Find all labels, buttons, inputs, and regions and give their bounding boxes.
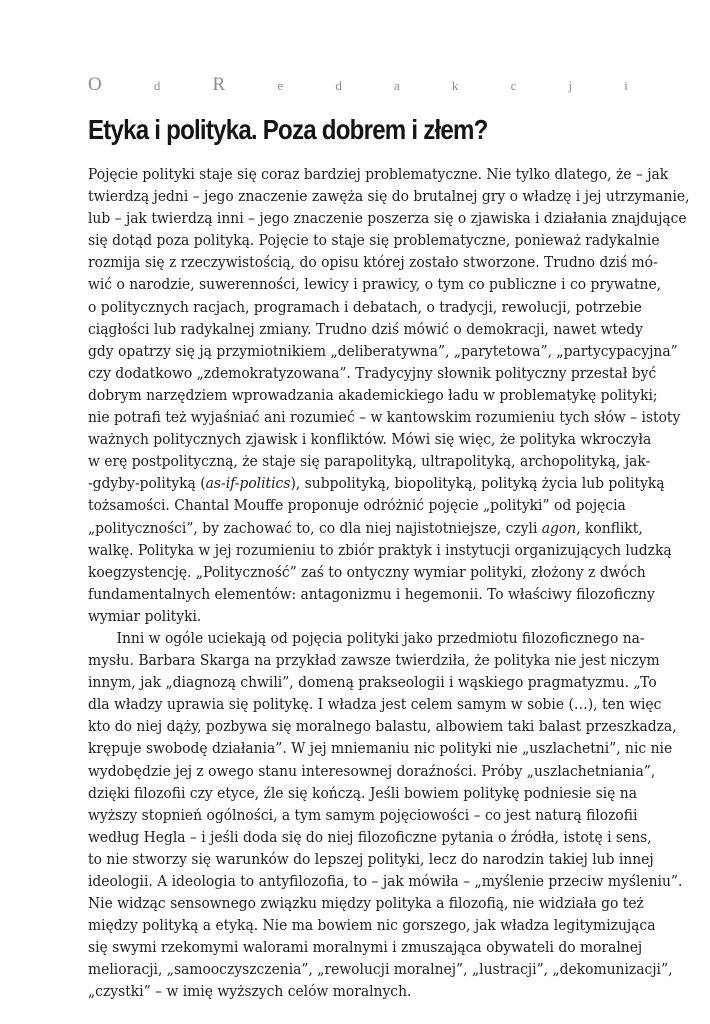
- text-line: innym, jak „diagnozą chwili”, domeną prakseologii i wąskiego pragmatyzmu. „To: [88, 674, 657, 692]
- text-line: [88, 473, 665, 495]
- text-line: o politycznych racjach, programach i debatach, o tradycji, rewolucji, potrzebie: [88, 298, 642, 316]
- running-head-letter: c: [510, 78, 517, 93]
- running-head: [88, 74, 628, 94]
- running-head-letter: O: [88, 74, 102, 95]
- text-line: Nie widząc sensownego związku między polityka a filozofią, nie widziała go też: [88, 895, 644, 913]
- article-body: [88, 164, 690, 1004]
- running-head-letter: R: [212, 74, 226, 95]
- text-line: tożsamości. Chantal Mouffe proponuje odróżnić pojęcie „polityki” od pojęcia: [88, 497, 626, 515]
- text-line: dzięki filozofii czy etyce, źle się kończą. Jeśli bowiem politykę podniesie się na: [88, 784, 637, 802]
- text-line: fundamentalnych elementów: antagonizmu i hegemonii. To właściwy filozoficzny: [88, 585, 655, 603]
- text-line: Pojęcie polityki staje się coraz bardziej problematyczne. Nie tylko dlatego, że – jak: [88, 166, 669, 183]
- text-line: melioracji, „samooczyszczenia”, „rewolucji moralnej”, „lustracji”, „dekomunizacji”,: [88, 961, 673, 979]
- text-line: to nie stworzy się warunków do lepszej polityki, lecz do narodzin takiej lub innej: [88, 850, 654, 868]
- italic-term: as-if-politics: [205, 475, 291, 493]
- text-line: walkę. Polityka w jej rozumieniu to zbiór praktyk i instytucji organizujących ludzką: [88, 541, 672, 559]
- text-line: między polityką a etyką. Nie ma bowiem nic gorszego, jak władza legitymizująca: [88, 917, 656, 935]
- text-line: dla władzy uprawia się politykę. I władza jest celem samym w sobie (…), ten więc: [88, 696, 662, 714]
- text-line: kto do niej dąży, pozbywa się moralnego balastu, albowiem taki balast przeszkadza,: [88, 718, 677, 736]
- text-run: -gdyby-polityką (: [88, 475, 206, 493]
- text-line: twierdzą jedni – jego znaczenie zawęża się do brutalnej gry o władzę i jej utrzymanie,: [88, 188, 690, 206]
- text-run: „polityczności”, by zachować to, co dla niej najistotniejsze, czyli: [88, 519, 542, 537]
- text-line: „czystki” – w imię wyższych celów moralnych.: [88, 983, 412, 1001]
- article-title: Etyka i polityka. Poza dobrem i złem?: [88, 114, 488, 145]
- text-line: według Hegla – i jeśli doda się do niej filozoficzne pytania o źródła, istotę i sens,: [88, 828, 652, 846]
- text-line: się swymi rzekomymi walorami moralnymi i zmuszająca obywateli do moralnej: [88, 939, 643, 957]
- text-line: krępuje swobodę działania”. W jej mniemaniu nic polityki nie „uszlachetni”, nic nie: [88, 740, 673, 758]
- running-head-letter: e: [277, 78, 284, 93]
- text-line: rozmija się z rzeczywistością, do opisu której zostało stworzone. Trudno dziś mó-: [88, 254, 658, 272]
- text-line: lub – jak twierdzą inni – jego znaczenie poszerza się o zjawiska i działania znajdujące: [88, 210, 687, 228]
- text-line: ważnych politycznych zjawisk i konfliktów. Mówi się więc, że polityka wkroczyła: [88, 431, 652, 449]
- text-run: , konflikt,: [576, 519, 643, 537]
- italic-term: agon: [541, 519, 577, 537]
- text-line: Inni w ogóle uciekają od pojęcia polityki jako przedmiotu filozoficznego na-: [116, 629, 645, 647]
- text-line: wyższy stopnień ogólności, a tym samym pojęciowości – co jest naturą filozofii: [88, 806, 638, 824]
- running-head-letter: i: [624, 78, 628, 93]
- text-run: ), subpolityką, biopolityką, polityką życia lub polityką: [290, 475, 665, 493]
- text-line: koegzystencję. „Polityczność” zaś to ontyczny wymiar polityki, złożony z dwóch: [88, 563, 646, 581]
- running-head-letter: j: [568, 78, 573, 93]
- text-line: gdy opatrzy się ją przymiotnikiem „deliberatywna”, „parytetowa”, „partycypacyjna”: [88, 342, 678, 360]
- text-line: ciągłości lub radykalnej zmiany. Trudno dziś mówić o demokracji, nawet wtedy: [88, 320, 643, 338]
- text-line: wymiar polityki.: [88, 607, 202, 625]
- text-line: dobrym narzędziem wprowadzania akademickiego ładu w problematykę polityki;: [88, 386, 658, 404]
- running-head-letter: k: [451, 78, 459, 93]
- text-line: ideologii. A ideologia to antyfilozofia, to – jak mówiła – „myślenie przeciw myśleniu”.: [88, 873, 683, 890]
- running-head-letter: d: [335, 78, 342, 93]
- text-line: nie potrafi też wyjaśniać ani rozumieć – w kantowskim rozumieniu tych słów – istoty: [88, 409, 681, 427]
- text-line: w erę postpolityczną, że staje się parapolityką, ultrapolityką, archopolityką, jak-: [88, 453, 651, 471]
- running-head-letter: a: [393, 78, 400, 93]
- text-line: wydobędzie jej z owego stanu interesownej doraźności. Próby „uszlachetniania”,: [88, 762, 656, 780]
- text-line: wić o narodzie, suwerenności, lewicy i prawicy, o tym co publiczne i co prywatne,: [88, 276, 662, 294]
- text-line: czy dodatkowo „zdemokratyzowana”. Tradycyjny słownik polityczny przestał być: [88, 364, 657, 382]
- text-line: mysłu. Barbara Skarga na przykład zawsze twierdziła, że polityka nie jest niczym: [88, 652, 660, 670]
- text-line: [88, 518, 643, 540]
- text-line: się dotąd poza polityką. Pojęcie to staje się problematyczne, ponieważ radykalnie: [88, 232, 660, 250]
- running-head-letter: d: [153, 78, 161, 93]
